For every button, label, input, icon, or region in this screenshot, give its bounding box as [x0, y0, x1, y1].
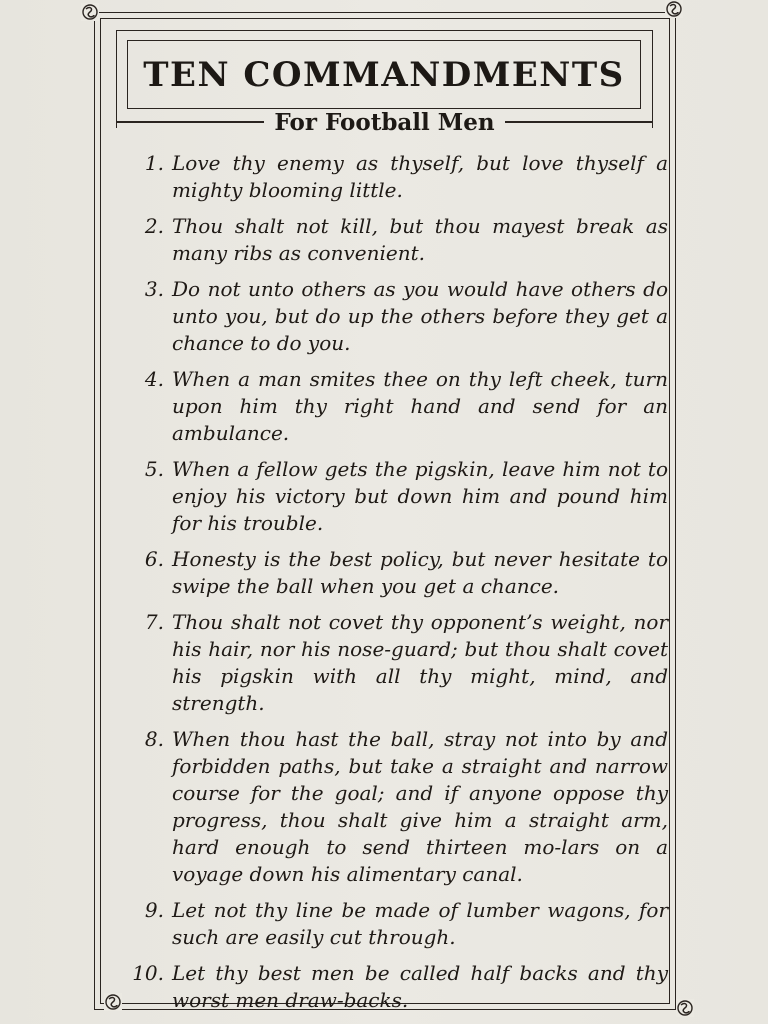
- subtitle-row: [116, 108, 653, 136]
- commandment-item: [128, 150, 668, 204]
- commandment-item: [128, 366, 668, 447]
- commandment-item: [128, 213, 668, 267]
- subtitle-rule-right: [505, 121, 653, 122]
- commandments-list: [128, 150, 668, 1014]
- commandment-text: When a man smites thee on thy left cheek, turn upon him thy right hand and send for an ambulance.: [172, 367, 668, 445]
- commandment-number: 8.: [144, 727, 164, 751]
- commandment-number: 5.: [144, 457, 164, 481]
- commandment-text: When a fellow gets the pigskin, leave him not to enjoy his victory but down him and pound him for his trouble.: [172, 457, 668, 535]
- commandment-number: 10.: [132, 961, 164, 985]
- commandment-item: [128, 546, 668, 600]
- commandment-text: When thou hast the ball, stray not into by and forbidden paths, but take a straight and narrow course for the goal; and if anyone oppose thy progress, thou shalt give him a straight arm, hard enough to send thirteen mo-lars on a voyage down his alimentary canal.: [172, 727, 668, 886]
- commandment-item: [128, 609, 668, 717]
- commandment-number: 1.: [144, 151, 164, 175]
- subtitle-rule-left: [116, 121, 264, 122]
- commandment-text: Thou shalt not covet thy opponent’s weight, nor his hair, nor his nose-guard; but thou shalt covet his pigskin with all thy might, mind, and strength.: [172, 610, 668, 715]
- commandment-number: 7.: [144, 610, 164, 634]
- commandment-number: 6.: [144, 547, 164, 571]
- corner-ornament-icon: [665, 0, 683, 18]
- commandment-text: Thou shalt not kill, but thou mayest break as many ribs as convenient.: [172, 214, 668, 265]
- commandment-text: Do not unto others as you would have others do unto you, but do up the others before they get a chance to do you.: [172, 277, 668, 355]
- commandment-number: 2.: [144, 214, 164, 238]
- page-subtitle: For Football Men: [274, 108, 495, 136]
- commandment-item: [128, 960, 668, 1014]
- commandment-text: Let not thy line be made of lumber wagons, for such are easily cut through.: [172, 898, 668, 949]
- commandment-item: [128, 456, 668, 537]
- commandment-text: Honesty is the best policy, but never hesitate to swipe the ball when you get a chance.: [172, 547, 668, 598]
- corner-ornament-icon: [104, 993, 122, 1011]
- commandment-text: Love thy enemy as thyself, but love thyself a mighty blooming little.: [172, 151, 668, 202]
- commandment-item: [128, 726, 668, 888]
- corner-ornament-icon: [676, 999, 694, 1017]
- commandment-number: 9.: [144, 898, 164, 922]
- page-title: TEN COMMANDMENTS: [143, 54, 625, 95]
- commandment-item: [128, 897, 668, 951]
- corner-ornament-icon: [81, 3, 99, 21]
- commandment-text: Let thy best men be called half backs and thy worst men draw-backs.: [172, 961, 668, 1012]
- commandment-number: 3.: [144, 277, 164, 301]
- commandment-item: [128, 276, 668, 357]
- commandment-number: 4.: [144, 367, 164, 391]
